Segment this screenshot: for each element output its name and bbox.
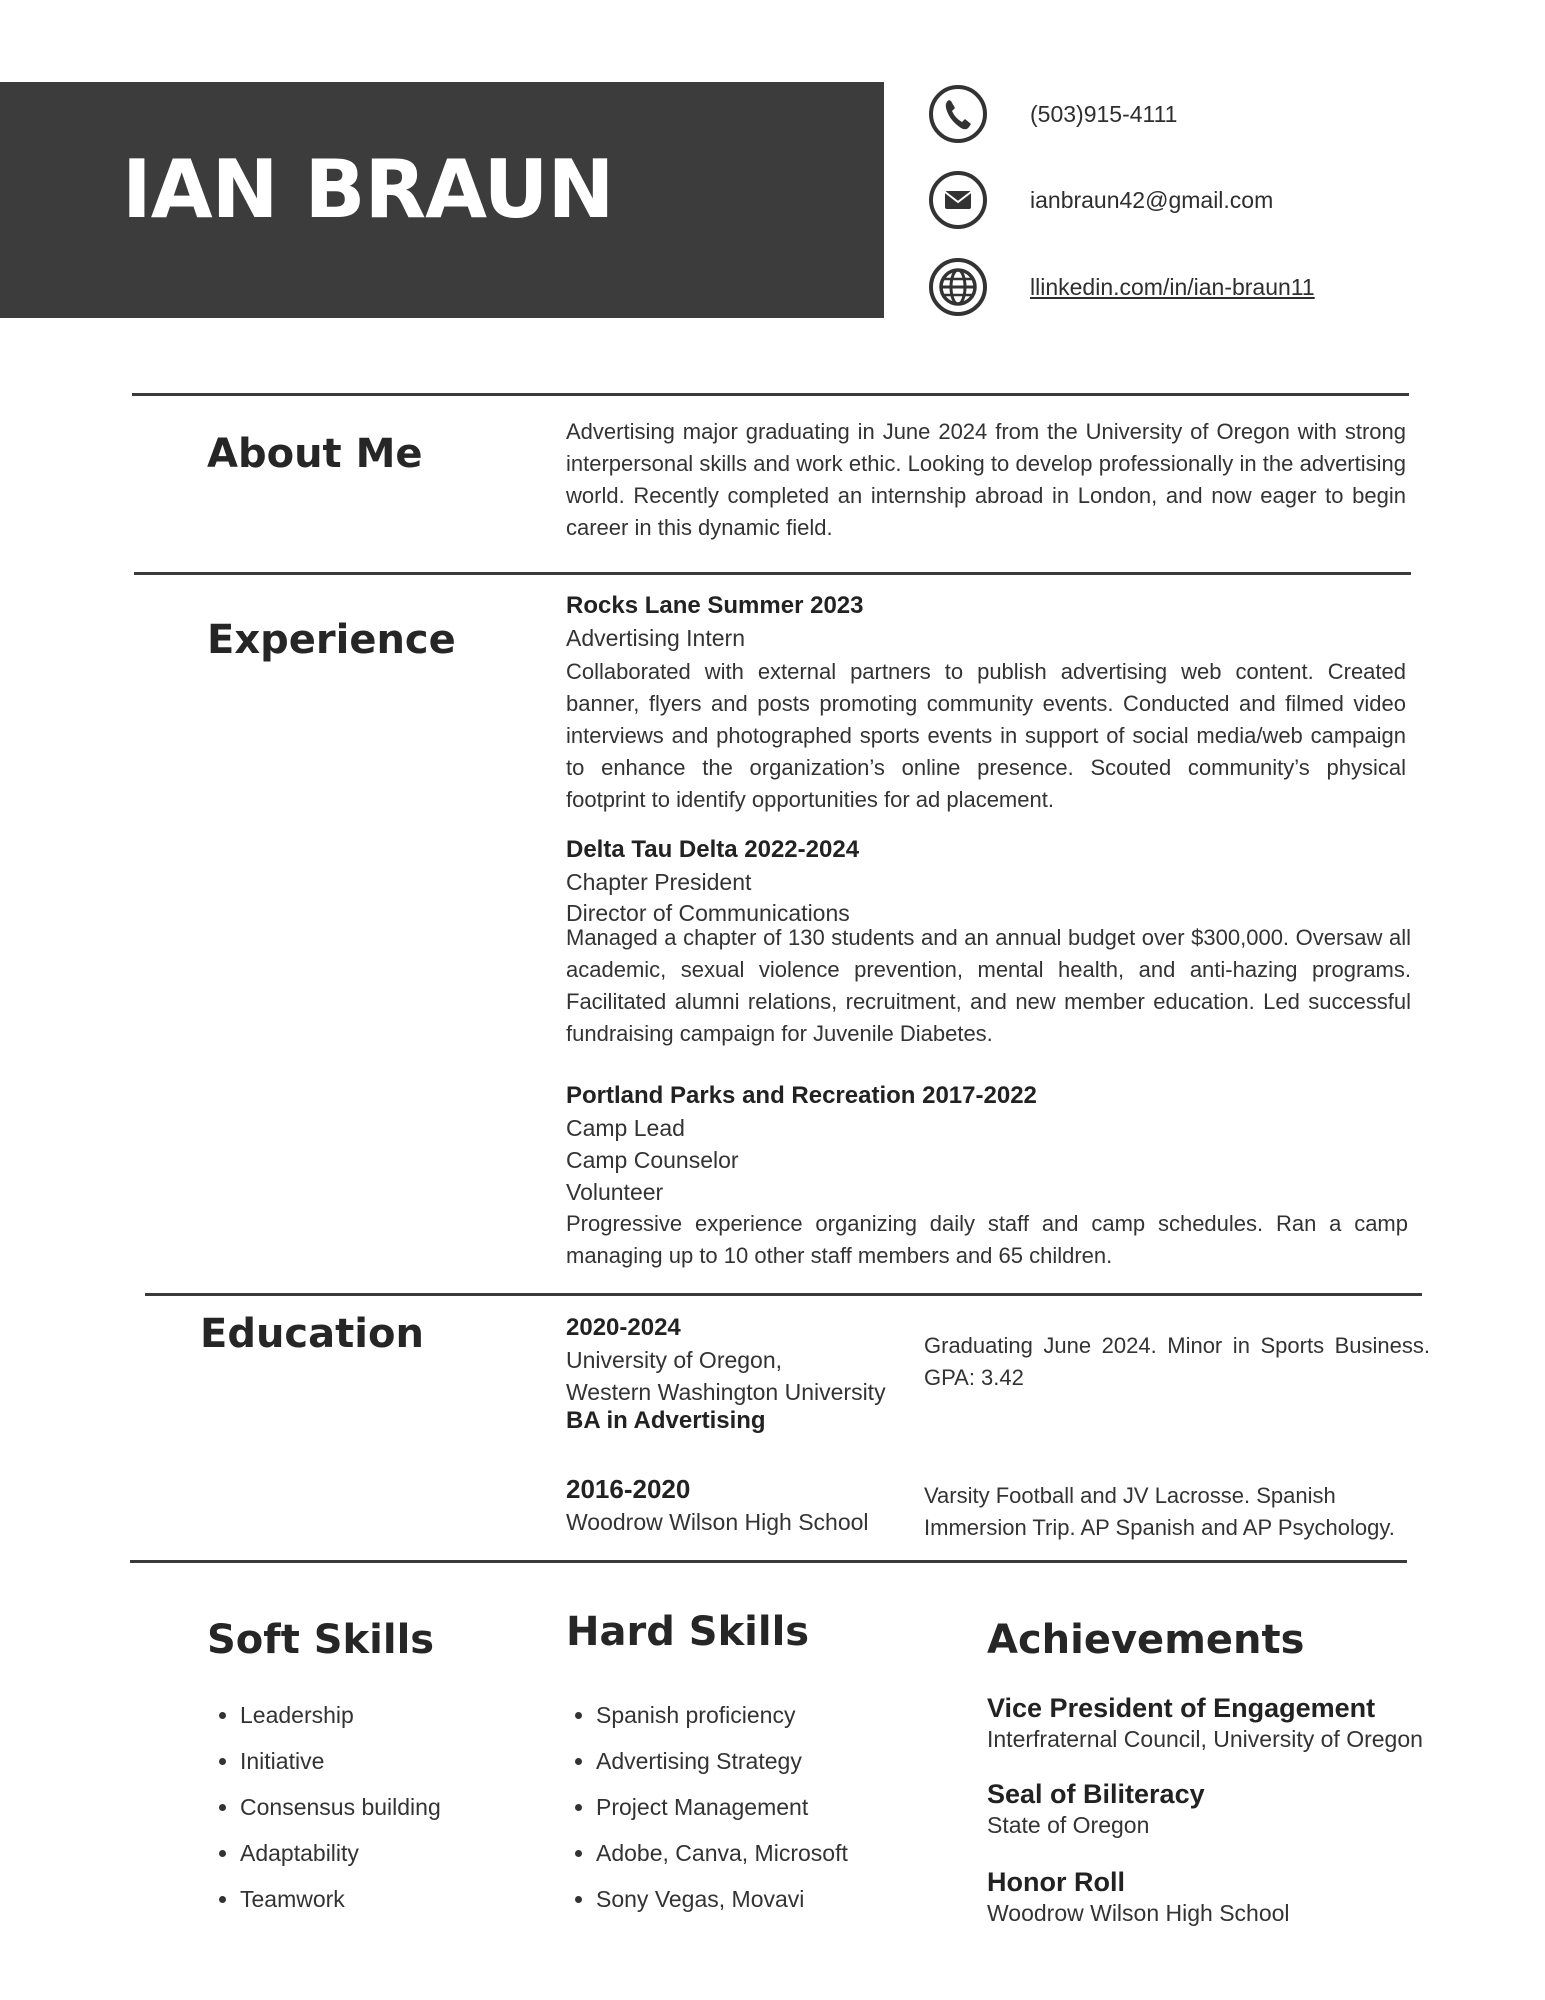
section-title-education: Education: [200, 1311, 424, 1357]
soft-skills-list: [206, 1692, 441, 1922]
divider: [145, 1293, 1422, 1296]
education-notes: Varsity Football and JV Lacrosse. Spanish Immersion Trip. AP Spanish and AP Psychology.: [924, 1483, 1395, 1540]
list-item: • Project Management: [596, 1784, 848, 1830]
education-entry: [566, 1472, 906, 1538]
list-item: • Consensus building: [240, 1784, 441, 1830]
achievement-title: Vice President of Engagement: [987, 1693, 1376, 1723]
school-name: University of Oregon,: [566, 1347, 783, 1373]
candidate-name: IAN BRAUN: [122, 143, 614, 236]
section-title-about: About Me: [207, 431, 423, 477]
contact-linkedin: [928, 255, 1315, 319]
achievement-title: Seal of Biliteracy: [987, 1779, 1205, 1809]
job-entry: [566, 834, 1411, 1050]
achievement-subtitle: State of Oregon: [987, 1812, 1150, 1838]
phone-icon: [928, 84, 988, 144]
school-name: Woodrow Wilson High School: [566, 1509, 869, 1535]
list-item: • Advertising Strategy: [596, 1738, 848, 1784]
divider: [130, 1560, 1407, 1563]
job-description: Managed a chapter of 130 students and an annual budget over $300,000. Oversaw all academic, sexual violence prevention, mental health, and anti-hazing programs. Facilitated alumni relations, recruitment, and new member education. Led successful fundraising campaign for Juvenile Diabetes.: [566, 925, 1411, 1046]
job-role: Director of Communications: [566, 900, 850, 926]
education-entry: [566, 1312, 906, 1434]
contact-phone: [928, 82, 1177, 146]
envelope-icon: [928, 170, 988, 230]
section-title-achievements: Achievements: [987, 1617, 1305, 1663]
job-role: Advertising Intern: [566, 625, 745, 651]
list-item: • Leadership: [240, 1692, 441, 1738]
achievement-item: [987, 1692, 1507, 1754]
list-item: • Initiative: [240, 1738, 441, 1784]
linkedin-link[interactable]: llinkedin.com/in/ian-braun11: [1030, 273, 1315, 300]
job-entry: [566, 1080, 1408, 1272]
job-role: Volunteer: [566, 1179, 664, 1205]
achievement-subtitle: Interfraternal Council, University of Oregon: [987, 1726, 1423, 1752]
hard-skills-list: [562, 1692, 848, 1922]
job-role: Camp Counselor: [566, 1147, 739, 1173]
email-address[interactable]: ianbraun42@gmail.com: [1030, 186, 1274, 213]
divider: [134, 572, 1411, 575]
achievement-item: [987, 1866, 1507, 1928]
job-heading: Delta Tau Delta 2022-2024: [566, 836, 860, 863]
section-title-experience: Experience: [207, 617, 456, 663]
about-text: Advertising major graduating in June 2024 from the University of Oregon with strong interpersonal skills and work ethic. Looking to develop professionally in the advertising world. Recently completed an internship abroad in London, and now eager to begin career in this dynamic field.: [566, 419, 1406, 540]
contact-email: [928, 168, 1273, 232]
job-role: Camp Lead: [566, 1115, 685, 1141]
job-description: Collaborated with external partners to publish advertising web content. Created banner, flyers and posts promoting community events. Conducted and filmed video interviews and photographed sports events in support of social media/web campaign to enhance the organization’s online presence. Scouted community’s physical footprint to identify opportunities for ad placement.: [566, 659, 1406, 812]
education-years: 2020-2024: [566, 1314, 681, 1341]
list-item: • Sony Vegas, Movavi: [596, 1876, 848, 1922]
job-heading: Rocks Lane Summer 2023: [566, 592, 864, 619]
school-name: Western Washington University: [566, 1379, 886, 1405]
degree: BA in Advertising: [566, 1407, 766, 1434]
job-role: Chapter President: [566, 869, 752, 895]
education-years: 2016-2020: [566, 1474, 691, 1504]
list-item: • Teamwork: [240, 1876, 441, 1922]
section-title-hard-skills: Hard Skills: [566, 1609, 810, 1655]
achievement-subtitle: Woodrow Wilson High School: [987, 1900, 1290, 1926]
achievement-title: Honor Roll: [987, 1867, 1125, 1897]
achievement-item: [987, 1778, 1507, 1840]
section-title-soft-skills: Soft Skills: [207, 1617, 435, 1663]
list-item: • Adaptability: [240, 1830, 441, 1876]
globe-icon: [928, 257, 988, 317]
job-description: Progressive experience organizing daily staff and camp schedules. Ran a camp managing up to 10 other staff members and 65 children.: [566, 1211, 1408, 1268]
job-entry: [566, 590, 1406, 816]
list-item: • Spanish proficiency: [596, 1692, 848, 1738]
education-notes: Graduating June 2024. Minor in Sports Business. GPA: 3.42: [924, 1333, 1430, 1390]
phone-number[interactable]: (503)915-4111: [1030, 100, 1178, 127]
list-item: • Adobe, Canva, Microsoft: [596, 1830, 848, 1876]
divider: [132, 393, 1409, 396]
job-heading: Portland Parks and Recreation 2017-2022: [566, 1082, 1037, 1109]
